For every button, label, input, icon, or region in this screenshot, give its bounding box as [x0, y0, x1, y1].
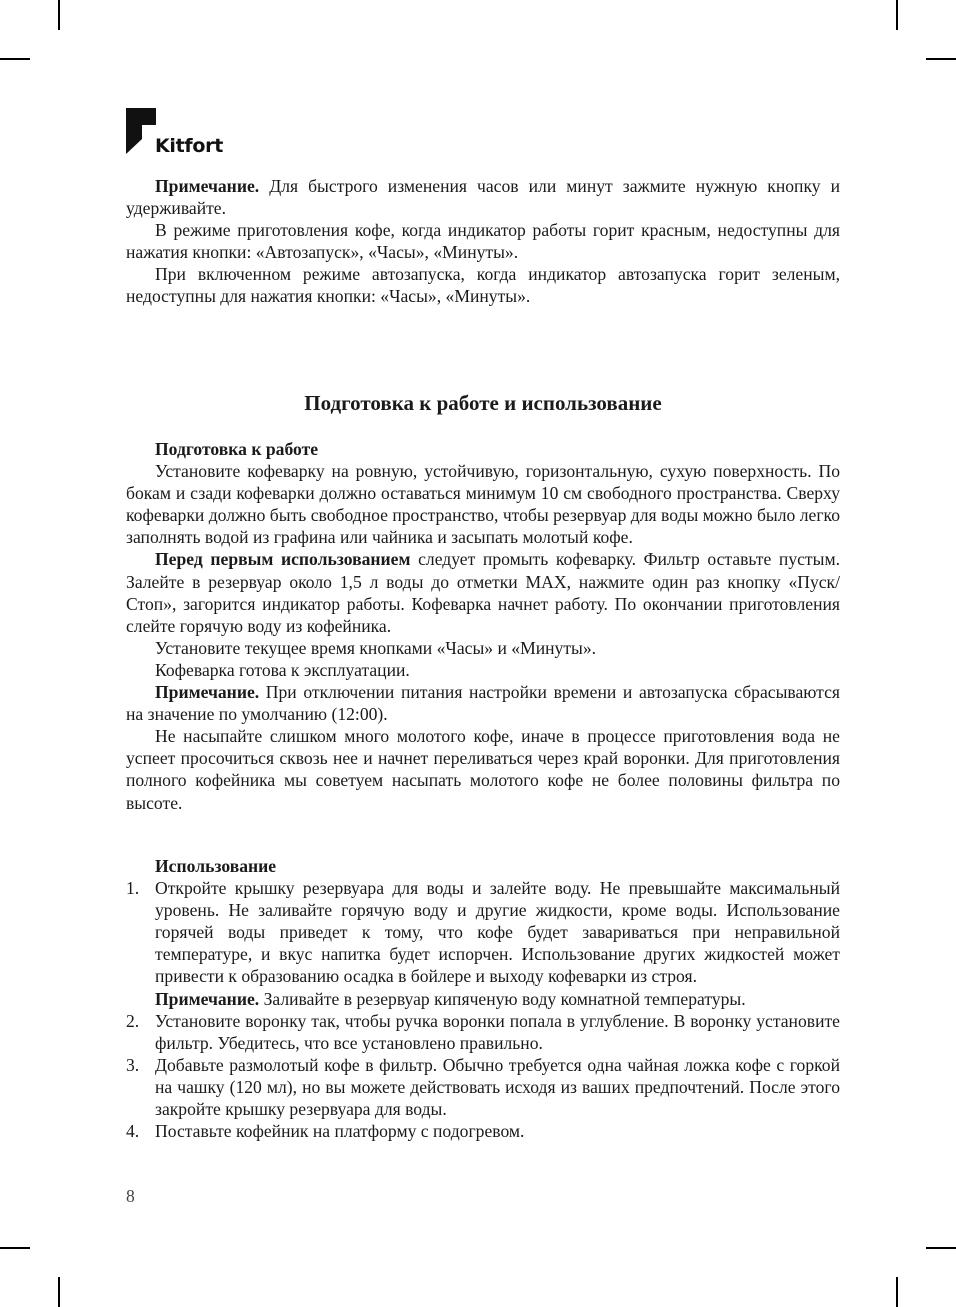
- intro-paragraph: В режиме приготовления кофе, когда индикатор работы горит красным, недоступны для нажатия кнопки: «Автозапуск», «Часы», «Минуты».: [126, 220, 840, 263]
- brand-name: Kitfort: [155, 135, 223, 157]
- prep-paragraph: Не насыпайте слишком много молотого кофе, иначе в процессе приготовления вода не успеет просочиться сквозь нее и начнет переливаться через край воронки. Для приготовления полного кофейника мы советуем насыпать молотого кофе не более половины фильтра по высоте.: [126, 726, 840, 813]
- intro-paragraph: При включенном режиме автозапуска, когда индикатор автозапуска горит зеленым, недоступны для нажатия кнопки: «Часы», «Минуты».: [126, 264, 840, 307]
- crop-mark: [0, 1247, 30, 1249]
- prep-paragraph: Перед первым использованием следует промыть кофеварку. Фильтр оставьте пустым. Залейте в резервуар около 1,5 л воды до отметки MAX, нажмите один раз кнопку «Пуск/Стоп», загорится индикатор работы. Кофеварка начнет работу. По окончании приготовления слейте горячую воду из кофейника.: [126, 549, 840, 636]
- list-item: 2. Установите воронку так, чтобы ручка воронки попала в углубление. В воронку установите фильтр. Убедитесь, что все установлено правильно.: [126, 1010, 840, 1053]
- list-item: 1. Откройте крышку резервуара для воды и залейте воду. Не превышайте максимальный уровень. Не заливайте горячую воду и другие жидкости, кроме воды. Использование горячей воды приведет к тому, что кофе будет завариваться при неправильной температуре, и вкус напитка будет испорчен. Использование других жидкостей может привести к образованию осадка в бойлере и выходу кофеварки из строя. Примечание. Заливайте в резервуар кипяченую воду комнатной температуры.: [126, 878, 840, 1009]
- prep-paragraph: Кофеварка готова к эксплуатации.: [155, 659, 410, 680]
- steps-list: [126, 877, 840, 1142]
- step-note: Примечание. Заливайте в резервуар кипяченую воду комнатной температуры.: [155, 988, 746, 1009]
- crop-mark: [896, 0, 898, 30]
- crop-mark: [58, 1277, 60, 1307]
- crop-mark: [926, 58, 956, 60]
- crop-mark: [0, 58, 30, 60]
- usage-block: [126, 855, 840, 1142]
- list-item: 4. Поставьте кофейник на платформу с подогревом.: [126, 1121, 525, 1142]
- list-item: 3. Добавьте размолотый кофе в фильтр. Обычно требуется одна чайная ложка кофе с горкой на чашку (120 мл), но вы можете действовать исходя из ваших предпочтений. После этого закройте крышку резервуара для воды.: [126, 1054, 840, 1120]
- crop-mark: [896, 1277, 898, 1307]
- prep-paragraph: Установите текущее время кнопками «Часы» и «Минуты».: [155, 637, 597, 658]
- brand-logo: [126, 108, 236, 158]
- preparation-block: [126, 438, 840, 814]
- use-subtitle: Использование: [155, 856, 277, 876]
- kitfort-logo-icon: [126, 108, 156, 154]
- crop-mark: [926, 1247, 956, 1249]
- intro-note: Примечание. Для быстрого изменения часов или минут зажмите нужную кнопку и удерживайте.: [126, 176, 840, 219]
- section-title: Подготовка к работе и использование: [304, 391, 662, 415]
- prep-note: Примечание. При отключении питания настройки времени и автозапуска сбрасываются на значение по умолчанию (12:00).: [126, 682, 840, 725]
- crop-mark: [58, 0, 60, 30]
- page-number: 8: [126, 1186, 135, 1206]
- prep-paragraph: Установите кофеварку на ровную, устойчивую, горизонтальную, сухую поверхность. По бокам и сзади кофеварки должно оставаться минимум 10 см свободного пространства. Сверху кофеварки должно быть свободное пространство, чтобы резервуар для воды можно было легко заполнять водой из графина или чайника и засыпать молотый кофе.: [126, 461, 840, 548]
- prep-subtitle: Подготовка к работе: [155, 439, 319, 459]
- intro-block: [126, 175, 840, 308]
